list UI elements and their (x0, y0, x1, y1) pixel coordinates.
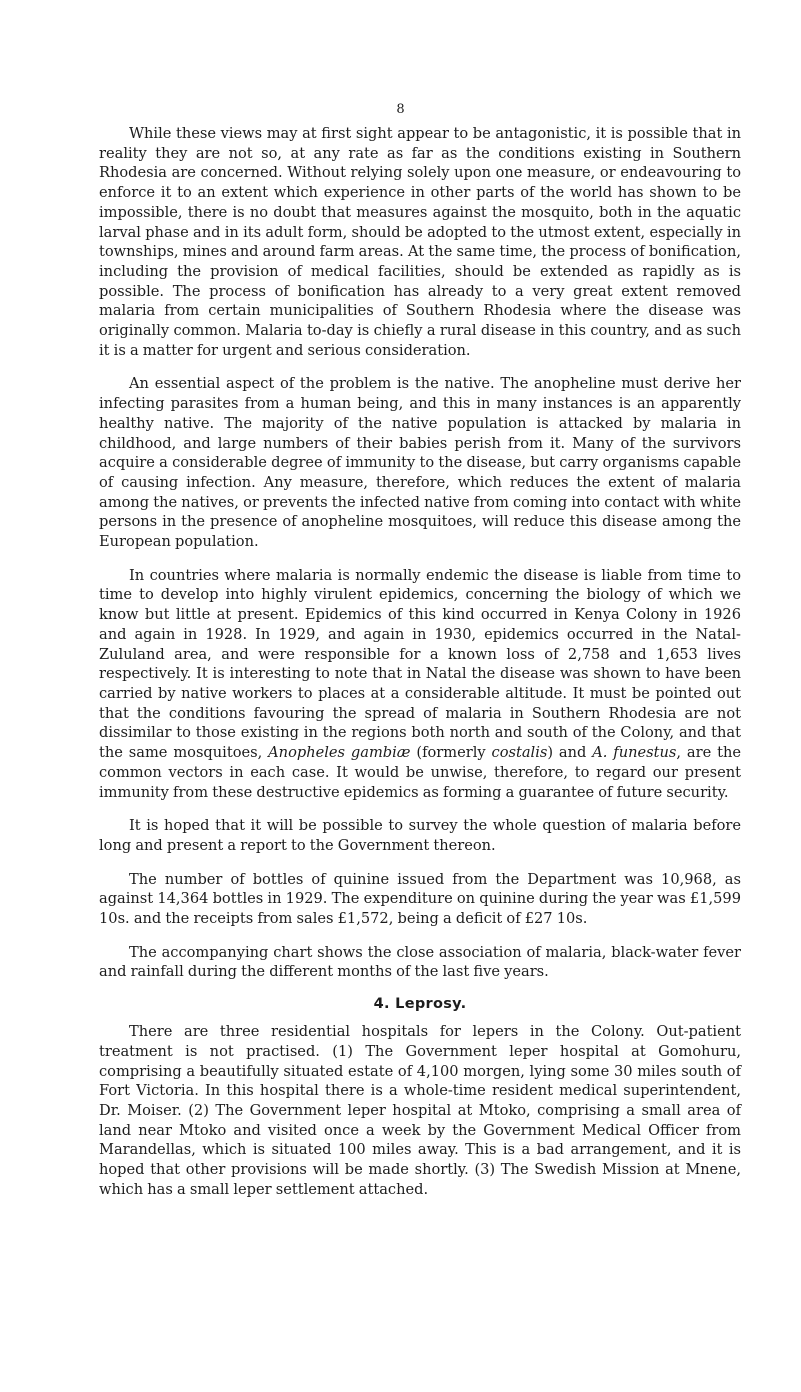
epidemics-text-1: In countries where malaria is normally endemic the disease is liable from time to time to develop into highly virulent epidemics, concerning the biology of which we know but little at present. Epidemics of this kind occurred in Kenya Colony in 1926 and again in 1928. In 1929, and again in 1930, epidemics occurred in the Natal-Zululand area, and were responsible for a known loss of 2,758 and 1,653 lives respectively. It is interesting to note that in Natal the disease was shown to have been carried by native workers to places at a considerable altitude. It must be pointed out that the conditions favouring the spread of malaria in Southern Rhodesia are not dissimilar to those existing in the regions both north and south of the Colony, and that the same mosquitoes, (99, 566, 741, 762)
paragraph-quinine: The number of bottles of quinine issued from the Department was 10,968, as against 14,364 bottles in 1929. The expenditure on quinine during the year was £1,599 10s. and the receipts from sales £1,572, being a deficit of £27 10s. (99, 870, 741, 928)
species-funestus: A. funestus (592, 744, 677, 762)
species-costalis: costalis (491, 744, 548, 762)
page-number: 8 (396, 102, 405, 117)
paragraph-native-aspect: An essential aspect of the problem is the native. The anopheline must derive her infecting parasites from a human being, and this in many instances is an apparently healthy native. The majority of the native population is attacked by malaria in childhood, and large numbers of their babies perish from it. Many of the survivors acquire a considerable degree of immunity to the disease, but carry organisms capable of causing infection. Any measure, therefore, which reduces the extent of malaria among the natives, or prevents the infected native from coming into contact with white persons in the presence of anopheline mosquitoes, will reduce this disease among the European population. (99, 375, 741, 551)
paragraph-leper-hospitals: There are three residential hospitals for lepers in the Colony. Out-patient treatment is not practised. (1) The Government leper hospital at Gomohuru, comprising a beautifully situated estate of 4,100 morgen, lying some 30 miles south of Fort Victoria. In this hospital there is a whole-time resident medical superintendent, Dr. Moiser. (2) The Government leper hospital at Mtoko, comprising a small area of land near Mtoko and visited once a week by the Government Medical Officer from Marandellas, which is situated 100 miles away. This is a bad arrangement, and it is hoped that other provisions will be made shortly. (3) The Swedish Mission at Mnene, which has a small leper settlement attached. (99, 1023, 741, 1198)
paragraph-chart-reference: The accompanying chart shows the close association of malaria, black-water fever and rainfall during the different months of the last five years. (99, 943, 741, 981)
epidemics-text-2: (formerly (410, 744, 492, 762)
species-gambiae: Anopheles gambiæ (268, 744, 411, 762)
paragraph-survey: It is hoped that it will be possible to survey the whole question of malaria before long and present a report to the Government thereon. (99, 817, 741, 854)
epidemics-text-4: , are the common vectors in each case. It would be unwise, therefore, to regard our present immunity from these destructive epidemics as forming a guarantee of future security. (99, 744, 741, 801)
epidemics-text-3: ) and (547, 744, 593, 762)
document-body (99, 124, 741, 1210)
section-heading-leprosy: 4. Leprosy. (373, 996, 467, 1013)
paragraph-bonification: While these views may at first sight appear to be antagonistic, it is possible that in reality they are not so, at any rate as far as the conditions existing in Southern Rhodesia are concerned. Without relying solely upon one measure, or endeavouring to enforce it to an extent which experience in other parts of the world has shown to be impossible, there is no doubt that measures against the mosquito, both in the aquatic larval phase and in its adult form, should be adopted to the utmost extent, especially in townships, mines and around farm areas. At the same time, the process of bonification, including the provision of medical facilities, should be extended as rapidly as is possible. The process of bonification has already to a very great extent removed malaria from certain municipalities of Southern Rhodesia where the disease was originally common. Malaria to-day is chiefly a rural disease in this country, and as such it is a matter for urgent and serious consideration. (99, 125, 741, 359)
paragraph-epidemics (99, 566, 741, 802)
